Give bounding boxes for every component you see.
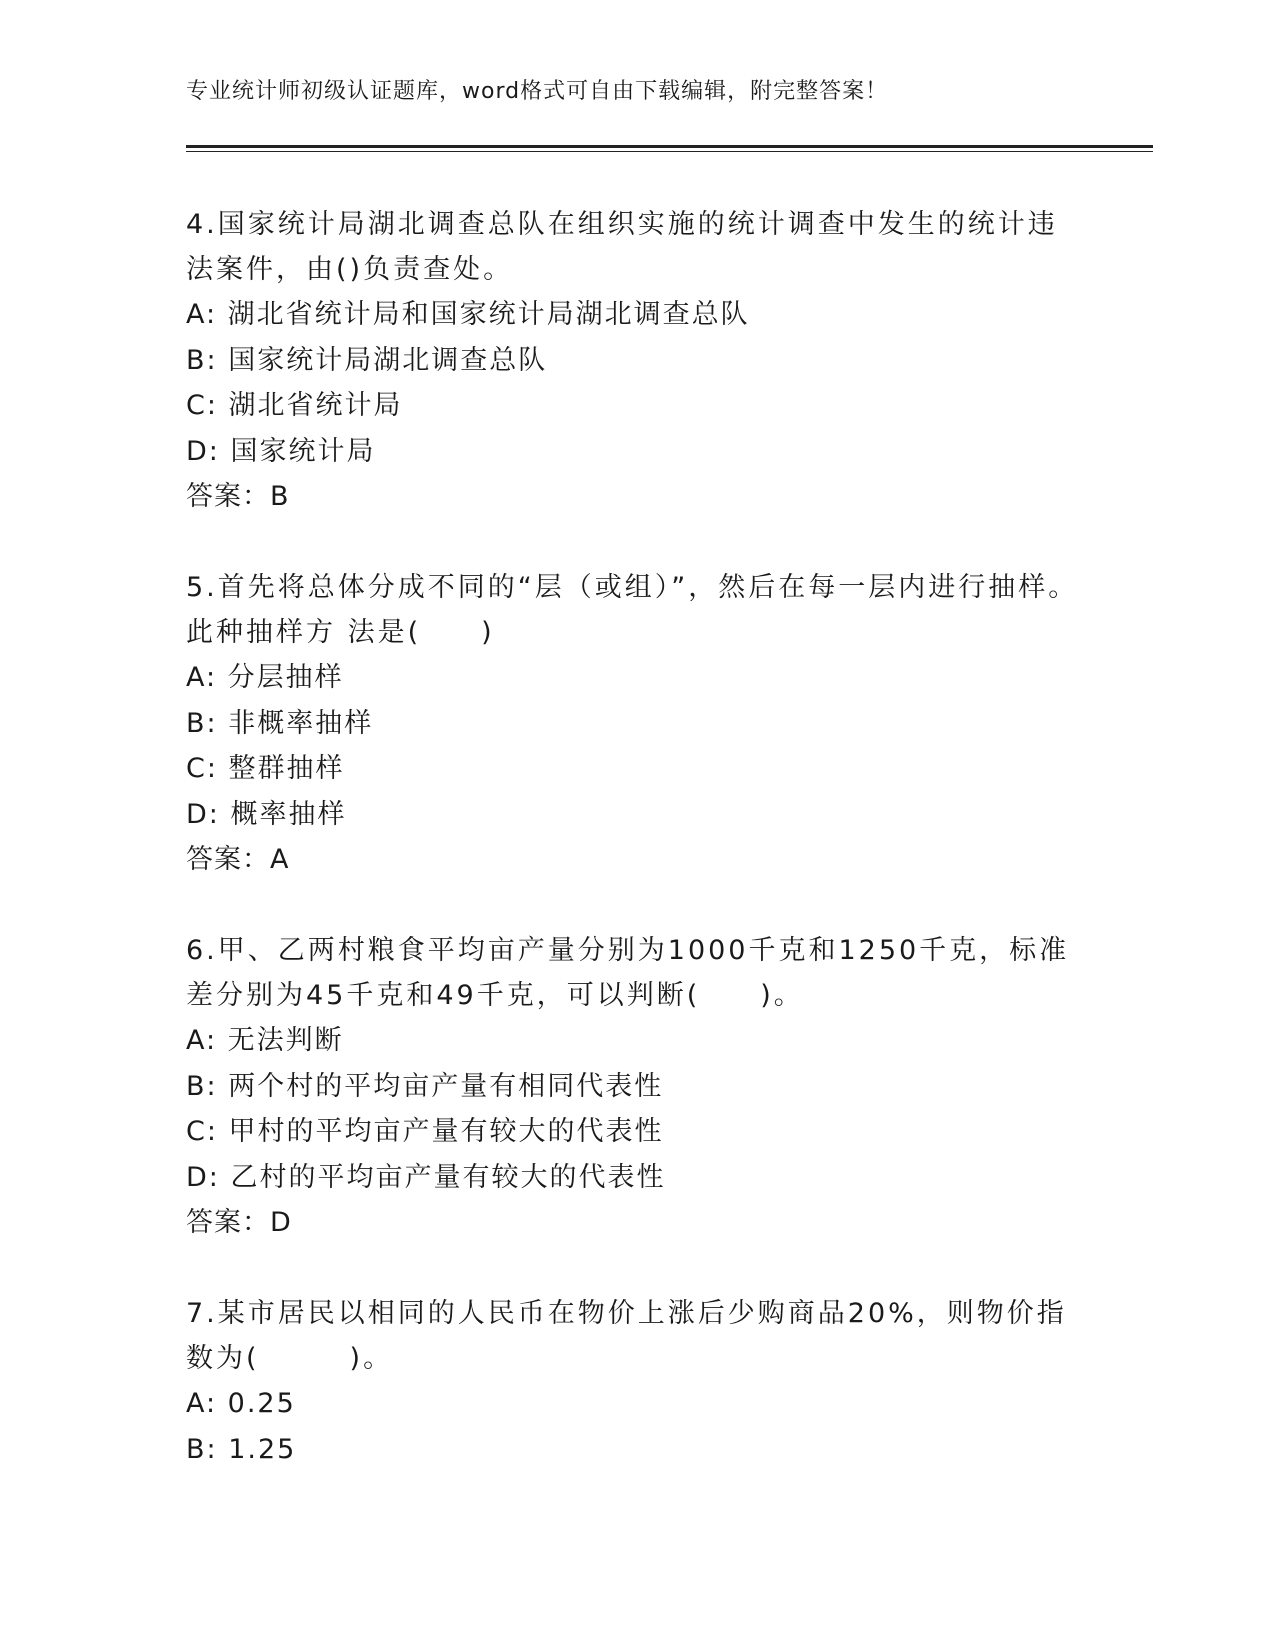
page-header: 专业统计师初级认证题库，word格式可自由下载编辑，附完整答案！ [186, 79, 889, 104]
option-a: A: 分层抽样 [186, 662, 344, 693]
question-7 [186, 1291, 1086, 1472]
option-c: C: 甲村的平均亩产量有较大的代表性 [186, 1116, 664, 1147]
header-rule-thin [186, 151, 1153, 152]
question-6 [186, 928, 1086, 1245]
option-b: B: 两个村的平均亩产量有相同代表性 [186, 1070, 664, 1102]
answer: 答案：B [186, 481, 290, 512]
option-d: D: 概率抽样 [186, 798, 347, 830]
option-a: A: 湖北省统计局和国家统计局湖北调查总队 [186, 299, 750, 330]
question-text: 4.国家统计局湖北调查总队在组织实施的统计调查中发生的统计违法案件，由()负责查处。 [186, 209, 1058, 285]
question-4 [186, 202, 1086, 519]
answer: 答案：A [186, 844, 290, 875]
answer: 答案：D [186, 1207, 292, 1238]
option-d: D: 乙村的平均亩产量有较大的代表性 [186, 1161, 666, 1193]
option-b: B: 国家统计局湖北调查总队 [186, 344, 548, 376]
option-b: B: 1.25 [186, 1433, 297, 1465]
option-a: A: 0.25 [186, 1388, 296, 1419]
option-a: A: 无法判断 [186, 1025, 344, 1056]
header-rule-thick [186, 145, 1153, 148]
option-c: C: 湖北省统计局 [186, 390, 403, 421]
option-b: B: 非概率抽样 [186, 707, 374, 739]
option-d: D: 国家统计局 [186, 435, 376, 467]
question-text: 5.首先将总体分成不同的“层（或组）”，然后在每一层内进行抽样。此种抽样方 法是( ) [186, 572, 1079, 648]
question-5 [186, 565, 1086, 882]
question-text: 6.甲、乙两村粮食平均亩产量分别为1000千克和1250千克，标准差分别为45千克和49千克，可以判断( )。 [186, 935, 1070, 1011]
question-text: 7.某市居民以相同的人民币在物价上涨后少购商品20%，则物价指数为( )。 [186, 1298, 1067, 1374]
option-c: C: 整群抽样 [186, 753, 345, 784]
